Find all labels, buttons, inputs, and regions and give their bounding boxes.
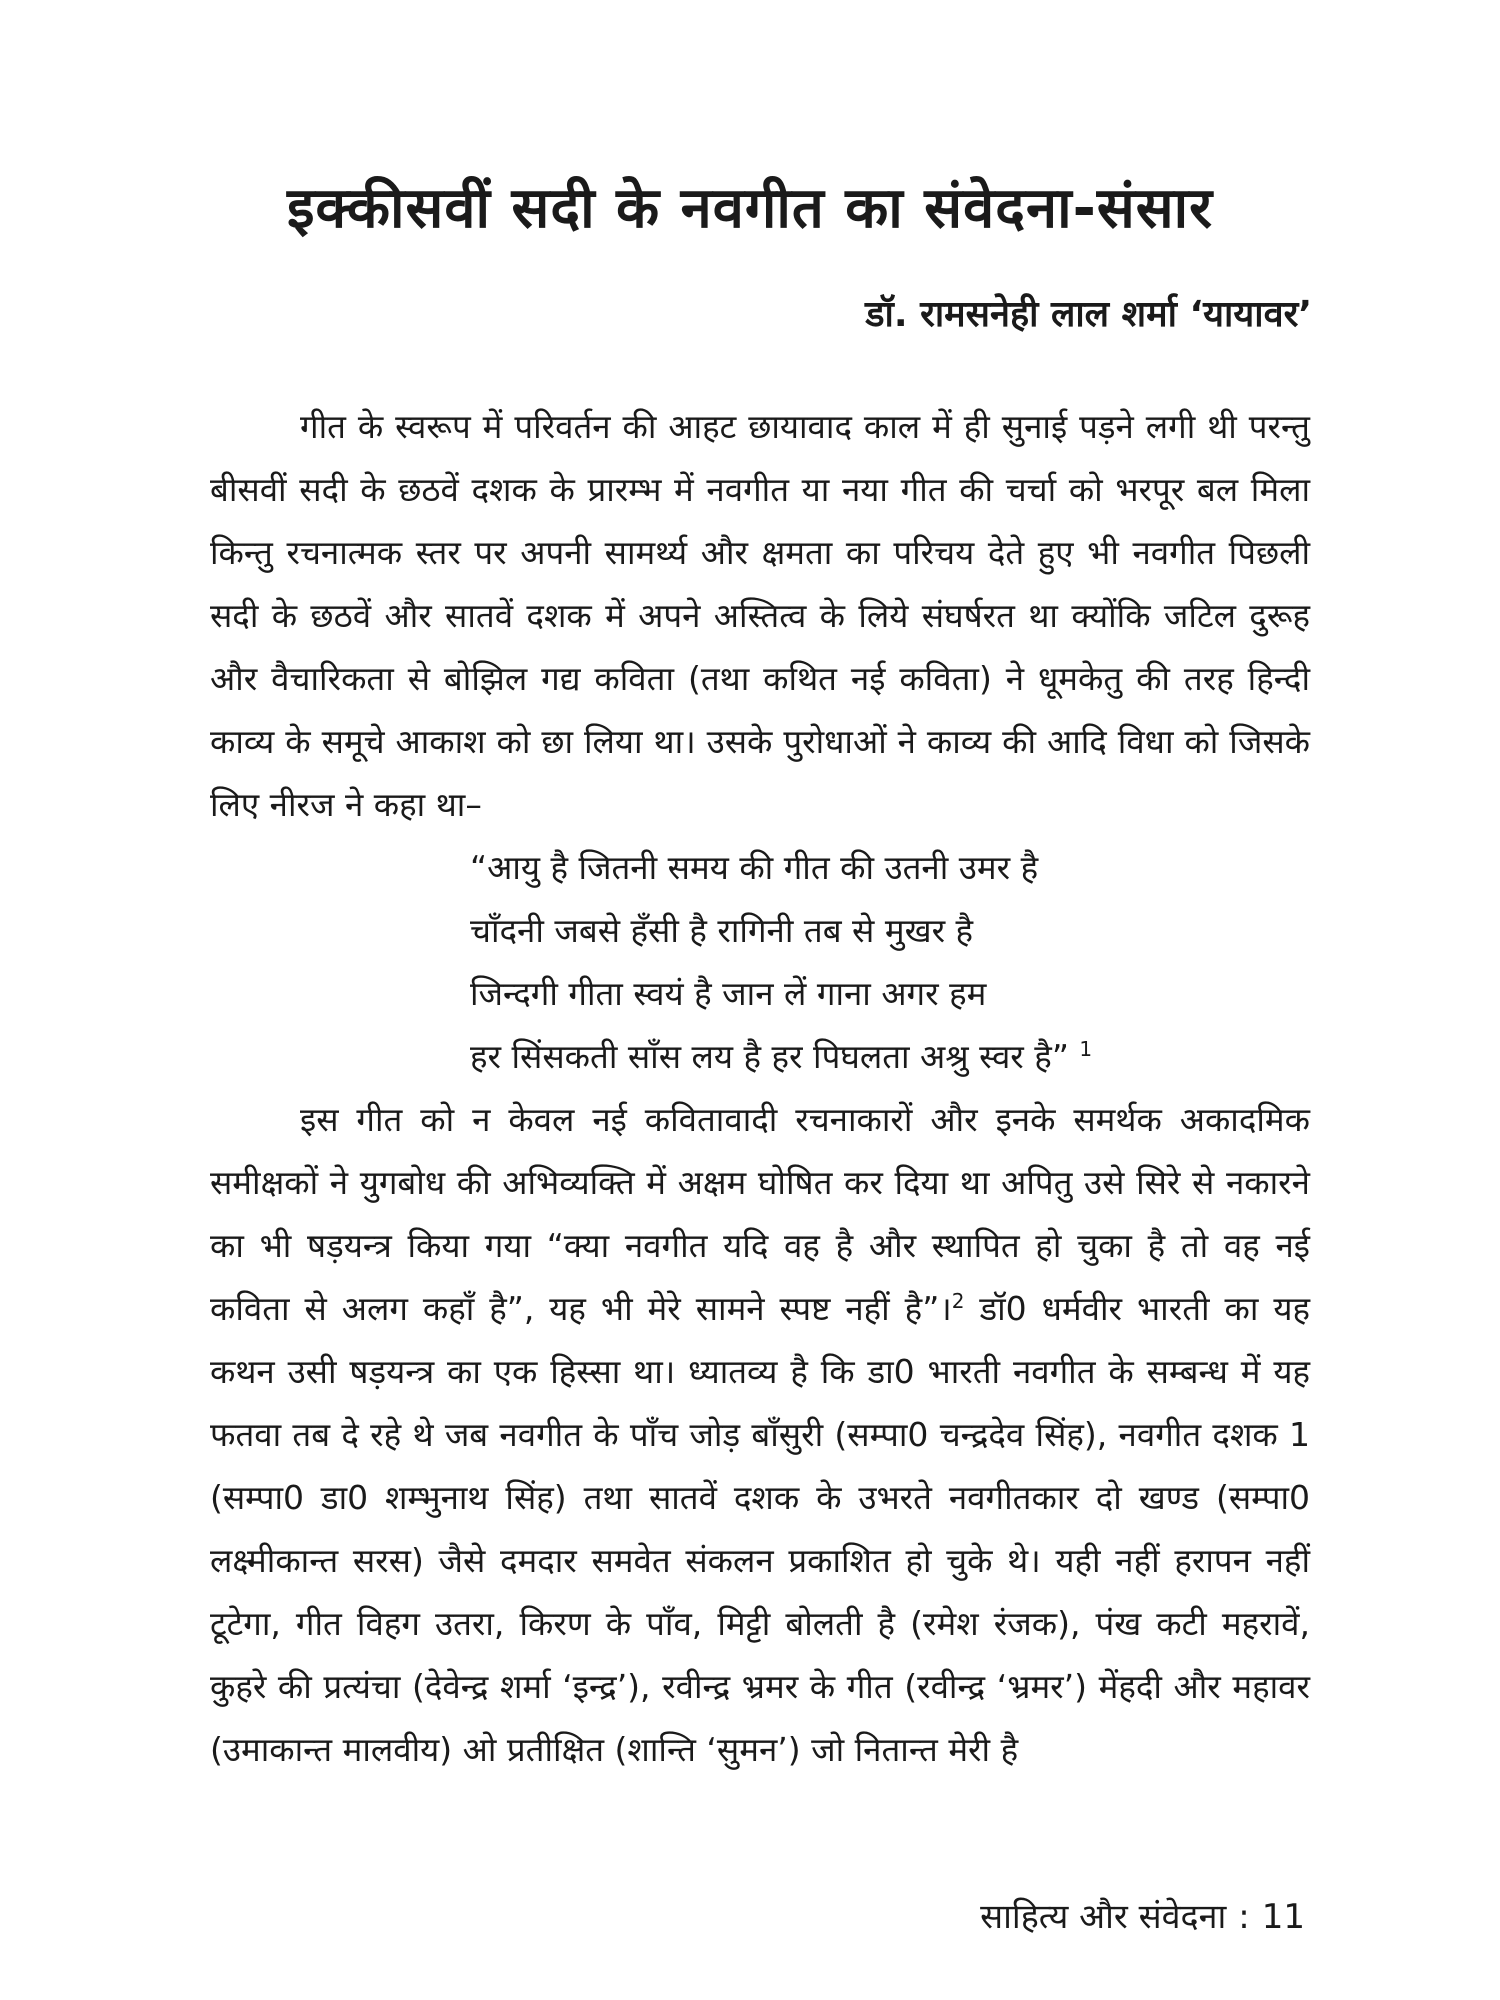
footnote-ref-2: 2 bbox=[951, 1289, 965, 1313]
paragraph-2 bbox=[210, 1088, 1310, 1781]
footer-book-title: साहित्य और संवेदना bbox=[980, 1897, 1227, 1937]
poem-line-4-text: हर सिंसकती साँस लय है हर पिघलता अश्रु स्वर है” bbox=[470, 1037, 1069, 1076]
poem-line-2: चाँदनी जबसे हँसी है रागिनी तब से मुखर है bbox=[470, 911, 974, 950]
paragraph-2-part-b: डॉ0 धर्मवीर भारती का यह कथन उसी षड़यन्त्र का एक हिस्सा था। ध्यातव्य है कि डा0 भारती नवगीत के सम्बन्ध में यह फतवा तब दे रहे थे जब नवगीत के पाँच जोड़ बाँसुरी (सम्पा0 चन्द्रदेव सिंह), नवगीत दशक 1 (सम्पा0 डा0 शम्भुनाथ सिंह) तथा सातवें दशक के उभरते नवगीतकार दो खण्ड (सम्पा0 लक्ष्मीकान्त सरस) जैसे दमदार समवेत संकलन प्रकाशित हो चुके थे। यही नहीं हरापन नहीं टूटेगा, गीत विहग उतरा, किरण के पाँव, मिट्टी बोलती है (रमेश रंजक), पंख कटी महरावें, कुहरे की प्रत्यंचा (देवेन्द्र शर्मा ‘इन्द्र’), रवीन्द्र भ्रमर के गीत (रवीन्द्र ‘भ्रमर’) मेंहदी और महावर (उमाकान्त मालवीय) ओ प्रतीक्षित (शान्ति ‘सुमन’) जो नितान्त मेरी है bbox=[210, 1289, 1310, 1769]
article-body bbox=[210, 395, 1310, 1781]
page-footer bbox=[980, 1892, 1305, 1938]
poem-line-3: जिन्दगी गीता स्वयं है जान लें गाना अगर हम bbox=[470, 974, 987, 1013]
footnote-ref-1: 1 bbox=[1079, 1037, 1093, 1061]
author-name: डॉ. रामसनेही लाल शर्मा ‘यायावर’ bbox=[865, 294, 1312, 335]
poem-line-1: “आयु है जितनी समय की गीत की उतनी उमर है bbox=[470, 848, 1039, 887]
article-title: इक्कीसवीं सदी के नवगीत का संवेदना-संसार bbox=[287, 176, 1213, 241]
footer-separator: : bbox=[1238, 1897, 1250, 1937]
page-number: 11 bbox=[1261, 1897, 1305, 1937]
poem-line-4 bbox=[470, 1025, 1310, 1088]
paragraph-2-part-a: इस गीत को न केवल नई कवितावादी रचनाकारों और इनके समर्थक अकादमिक समीक्षकों ने युगबोध की अभिव्यक्ति में अक्षम घोषित कर दिया था अपितु उसे सिरे से नकारने का भी षड़यन्त्र किया गया “क्या नवगीत यदि वह है और स्थापित हो चुका है तो वह नई कविता से अलग कहाँ है”, यह भी मेरे सामने स्पष्ट नहीं है”। bbox=[210, 1100, 1310, 1328]
poem-quote bbox=[210, 836, 1310, 1088]
paragraph-1: गीत के स्वरूप में परिवर्तन की आहट छायावाद काल में ही सुनाई पड़ने लगी थी परन्तु बीसवीं सदी के छठवें दशक के प्रारम्भ में नवगीत या नया गीत की चर्चा को भरपूर बल मिला किन्तु रचनात्मक स्तर पर अपनी सामर्थ्य और क्षमता का परिचय देते हुए भी नवगीत पिछली सदी के छठवें और सातवें दशक में अपने अस्तित्व के लिये संघर्षरत था क्योंकि जटिल दुरूह और वैचारिकता से बोझिल गद्य कविता (तथा कथित नई कविता) ने धूमकेतु की तरह हिन्दी काव्य के समूचे आकाश को छा लिया था। उसके पुरोधाओं ने काव्य की आदि विधा को जिसके लिए नीरज ने कहा था– bbox=[210, 407, 1310, 824]
